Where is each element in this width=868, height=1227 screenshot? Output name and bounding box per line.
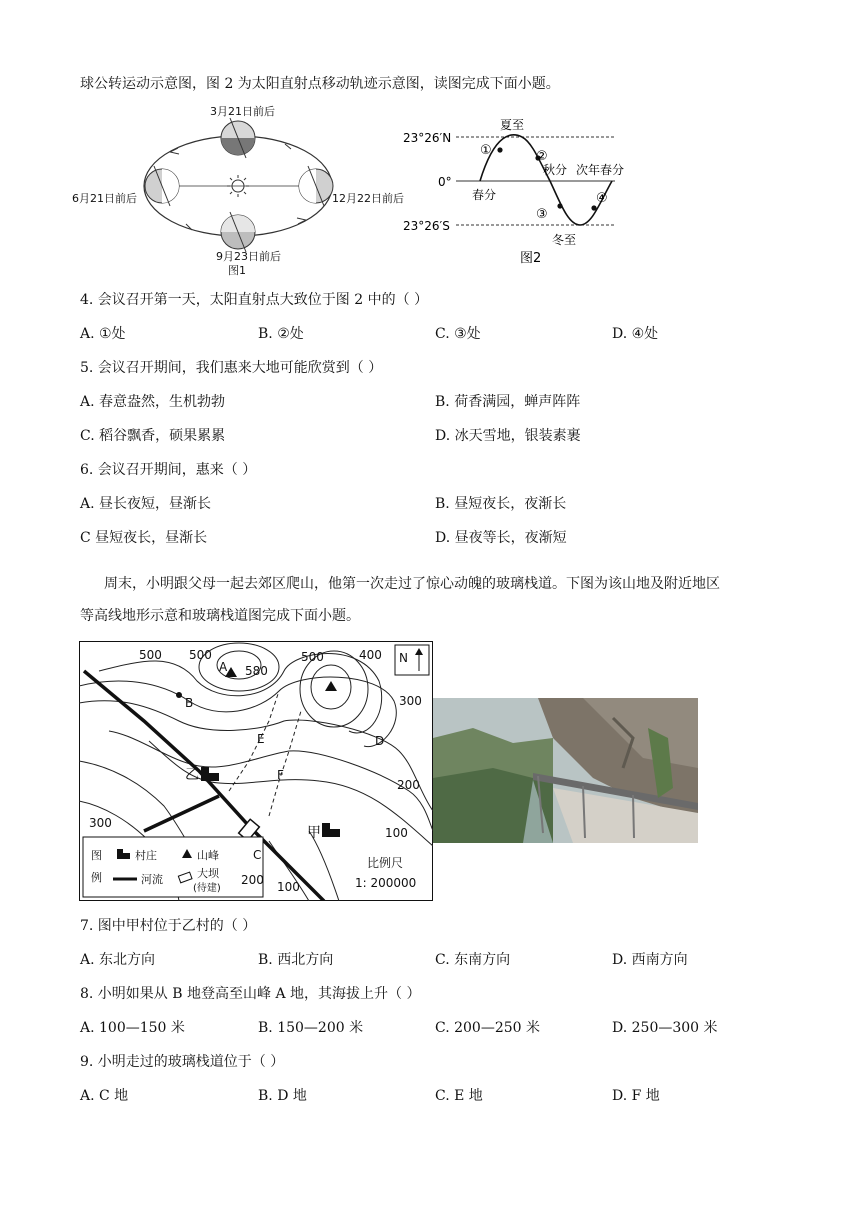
legend-river: 河流: [141, 873, 163, 886]
fig2-autumn: 秋分: [543, 163, 568, 177]
q7-option-d[interactable]: D. 西南方向: [612, 952, 688, 968]
q4-option-a[interactable]: A. ①处: [80, 326, 126, 342]
q8-option-b[interactable]: B. 150—200 米: [258, 1020, 364, 1036]
point-e-label: E: [257, 732, 265, 746]
q4-option-d[interactable]: D. ④处: [612, 326, 659, 342]
intro-text: 球公转运动示意图，图 2 为太阳直射点移动轨迹示意图，读图完成下面小题。: [80, 76, 560, 92]
legend-village: 村庄: [135, 849, 157, 862]
q5-option-a[interactable]: A. 春意盎然，生机勃勃: [80, 394, 226, 410]
fig2-point-1: ①: [480, 143, 492, 158]
q9-option-c[interactable]: C. E 地: [435, 1088, 483, 1104]
q9-option-d[interactable]: D. F 地: [612, 1088, 660, 1104]
q7-option-c[interactable]: C. 东南方向: [435, 952, 511, 968]
contour-100-b: 100: [277, 880, 300, 894]
earth-top-icon: [221, 118, 255, 158]
fig2-n-label: 23°26′N: [403, 131, 452, 145]
figure-2-sun-track: [400, 112, 650, 268]
fig2-spring: 春分: [472, 188, 497, 202]
fig1-right-label: 12月22日前后: [332, 192, 404, 205]
scale-title: 比例尺: [367, 856, 404, 870]
figure-1-orbit: [70, 100, 410, 280]
q9-option-a[interactable]: A. C 地: [80, 1088, 129, 1104]
question-9: 9. 小明走过的玻璃栈道位于（ ）: [80, 1054, 285, 1070]
contour-200-a: 200: [397, 778, 420, 792]
point-b-label: B: [185, 696, 194, 710]
q5-option-b[interactable]: B. 荷香满园，蝉声阵阵: [435, 394, 581, 410]
contour-500-a: 500: [139, 648, 162, 662]
north-label: N: [399, 651, 408, 665]
q6-option-c[interactable]: C 昼短夜长，昼渐长: [80, 530, 208, 546]
q4-option-b[interactable]: B. ②处: [258, 326, 304, 342]
point-d-label: D: [375, 734, 385, 748]
fig2-next-spring: 次年春分: [576, 163, 625, 177]
contour-300-b: 300: [89, 816, 112, 830]
glass-walkway-photo: [433, 698, 698, 843]
intro-2-line-1: 周末，小明跟父母一起去郊区爬山，他第一次走过了惊心动魄的玻璃栈道。下图为该山地及附近地区: [104, 576, 720, 592]
intro-2-line-2: 等高线地形示意和玻璃栈道图完成下面小题。: [80, 608, 360, 624]
contour-map: [79, 641, 433, 901]
fig2-zero-label: 0°: [438, 175, 452, 189]
fig2-point-2: ②: [536, 149, 548, 164]
fig1-top-label: 3月21日前后: [210, 105, 275, 118]
fig1-bottom-label: 9月23日前后: [216, 250, 281, 263]
legend-peak: 山峰: [197, 849, 219, 862]
question-4: 4. 会议召开第一天，太阳直射点大致位于图 2 中的（ ）: [80, 292, 429, 308]
q5-option-c[interactable]: C. 稻谷飘香，硕果累累: [80, 428, 226, 444]
question-5: 5. 会议召开期间，我们惠来大地可能欣赏到（ ）: [80, 360, 383, 376]
legend-dam: 大坝: [197, 867, 219, 880]
legend-title-1: 图: [91, 849, 102, 862]
village-yi-label: 乙: [185, 767, 199, 783]
contour-580: 580: [245, 664, 268, 678]
legend-title-2: 例: [91, 871, 102, 884]
q8-option-a[interactable]: A. 100—150 米: [80, 1020, 185, 1036]
question-7: 7. 图中甲村位于乙村的（ ）: [80, 918, 257, 934]
fig1-caption: 图1: [228, 264, 246, 277]
q8-option-d[interactable]: D. 250—300 米: [612, 1020, 718, 1036]
point-a-label: A: [219, 660, 228, 674]
fig2-caption: 图2: [520, 251, 542, 266]
contour-300-a: 300: [399, 694, 422, 708]
fig2-winter: 冬至: [552, 233, 577, 247]
village-jia-label: 甲: [307, 825, 321, 841]
q7-option-b[interactable]: B. 西北方向: [258, 952, 334, 968]
question-8: 8. 小明如果从 B 地登高至山峰 A 地，其海拔上升（ ）: [80, 986, 421, 1002]
fig2-summer: 夏至: [500, 118, 525, 132]
q6-option-a[interactable]: A. 昼长夜短，昼渐长: [80, 496, 212, 512]
q6-option-b[interactable]: B. 昼短夜长，夜渐长: [435, 496, 567, 512]
point-c-label: C: [253, 848, 262, 862]
earth-bottom-icon: [221, 212, 255, 252]
q8-option-c[interactable]: C. 200—250 米: [435, 1020, 541, 1036]
fig1-left-label: 6月21日前后: [72, 192, 137, 205]
q7-option-a[interactable]: A. 东北方向: [80, 952, 156, 968]
scale-value: 1: 200000: [355, 876, 417, 890]
q9-option-b[interactable]: B. D 地: [258, 1088, 307, 1104]
earth-left-icon: [145, 166, 179, 206]
q6-option-d[interactable]: D. 昼夜等长，夜渐短: [435, 530, 567, 546]
fig2-s-label: 23°26′S: [403, 219, 450, 233]
contour-500-c: 500: [301, 650, 324, 664]
contour-500-b: 500: [189, 648, 212, 662]
q5-option-d[interactable]: D. 冰天雪地，银装素裹: [435, 428, 581, 444]
q4-option-c[interactable]: C. ③处: [435, 326, 481, 342]
point-f-label: F: [277, 768, 284, 782]
contour-400: 400: [359, 648, 382, 662]
fig2-point-4: ④: [596, 191, 608, 206]
fig2-point-3: ③: [536, 207, 548, 222]
contour-100-a: 100: [385, 826, 408, 840]
question-6: 6. 会议召开期间，惠来（ ）: [80, 462, 257, 478]
contour-200-b: 200: [241, 873, 264, 887]
legend-dam-note: (待建): [193, 883, 221, 894]
